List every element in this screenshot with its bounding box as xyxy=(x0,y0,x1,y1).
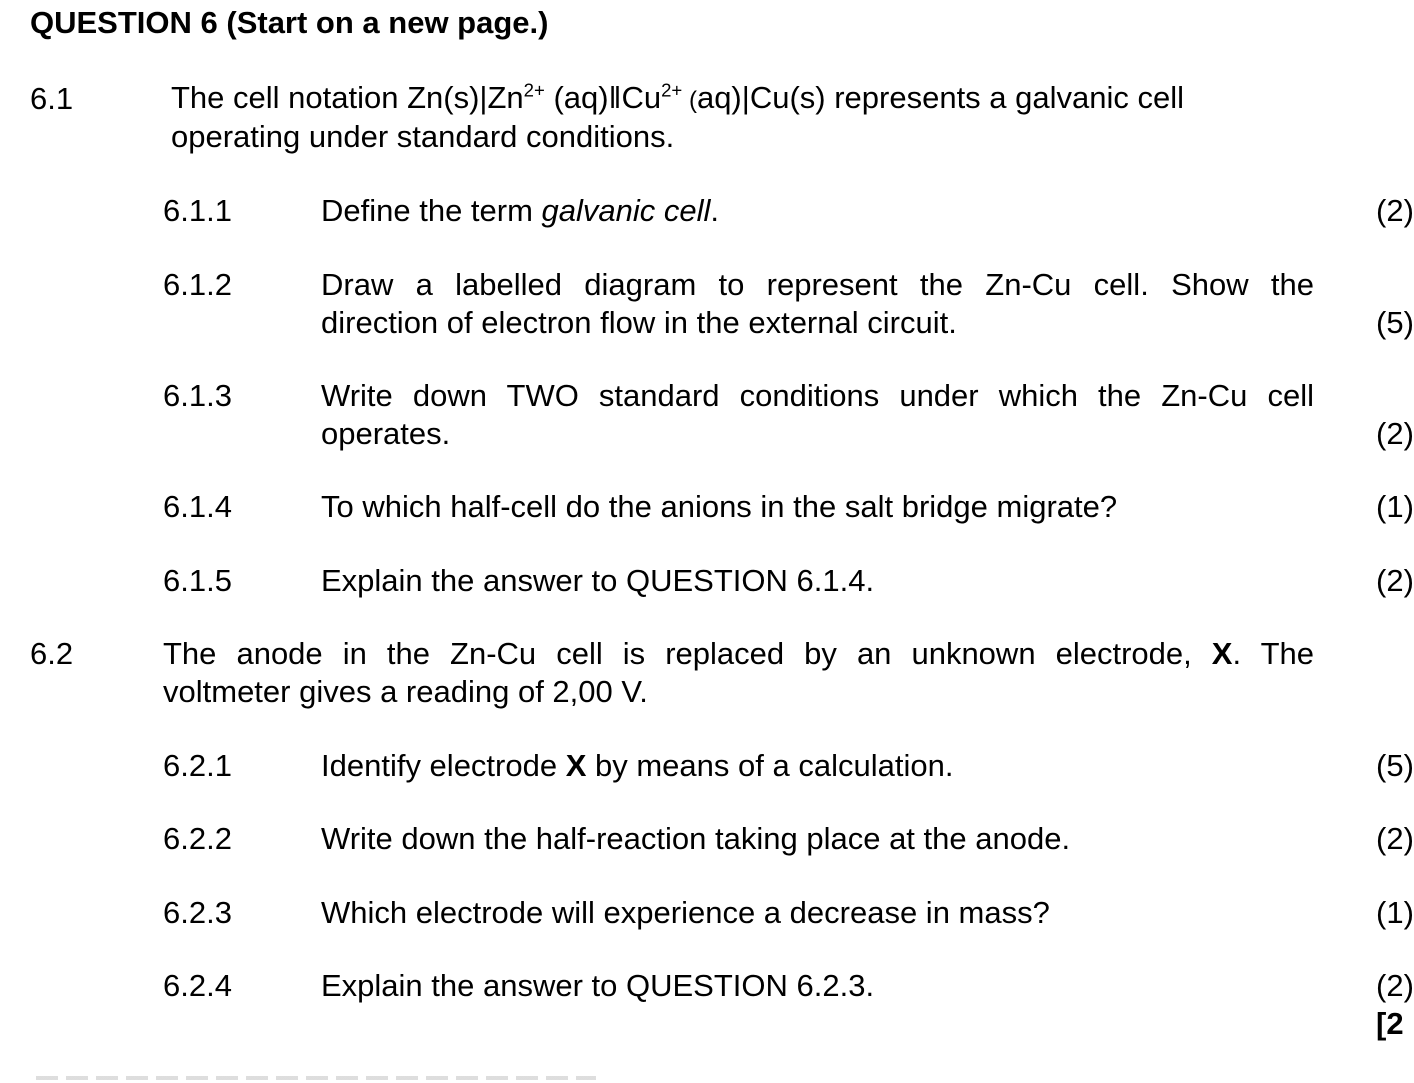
question-number-6-2-2: 6.2.2 xyxy=(163,821,232,856)
question-6-1-2-line1: Draw a labelled diagram to represent the Zn-Cu cell. Show the xyxy=(321,267,1314,302)
question-6-2-2-text: Write down the half-reaction taking place at the anode. xyxy=(321,821,1071,856)
marks-6-2-1: (5) xyxy=(1376,748,1414,783)
question-6-1-line2: operating under standard conditions. xyxy=(171,119,675,154)
question-6-2-1-text: Identify electrode X by means of a calculation. xyxy=(321,748,954,783)
marks-6-1-4: (1) xyxy=(1376,489,1414,524)
cell-notation: $Zn(s)|Zn^{2+}$ $(aq)‖Cu^{2+}$ (aq)|Cu(s) xyxy=(407,79,826,115)
question-6-1-line1: The cell notation $Zn(s)|Zn^{2+}$ $(aq)‖Cu^{2+}$ (aq)|Cu(s) represents a galvanic cell xyxy=(171,79,1185,115)
marks-6-1-5: (2) xyxy=(1376,563,1414,598)
question-number-6-1: 6.1 xyxy=(30,81,74,116)
question-number-6-2-1: 6.2.1 xyxy=(163,748,232,783)
question-number-6-1-4: 6.1.4 xyxy=(163,489,232,524)
question-number-6-2-3: 6.2.3 xyxy=(163,895,232,930)
question-6-1-5-text: Explain the answer to QUESTION 6.1.4. xyxy=(321,563,875,598)
footer-divider xyxy=(36,1076,596,1080)
question-6-2-4-text: Explain the answer to QUESTION 6.2.3. xyxy=(321,968,875,1003)
question-6-1-2-line2: direction of electron flow in the external circuit. xyxy=(321,305,957,340)
question-number-6-1-3: 6.1.3 xyxy=(163,378,232,413)
question-6-1-4-text: To which half-cell do the anions in the salt bridge migrate? xyxy=(321,489,1118,524)
question-number-6-1-2: 6.1.2 xyxy=(163,267,232,302)
marks-6-1-2: (5) xyxy=(1376,305,1414,340)
marks-6-1-3: (2) xyxy=(1376,416,1414,451)
question-number-6-1-1: 6.1.1 xyxy=(163,193,232,228)
marks-6-2-3: (1) xyxy=(1376,895,1414,930)
page-title: QUESTION 6 (Start on a new page.) xyxy=(30,5,549,40)
question-6-2-line1: The anode in the Zn-Cu cell is replaced by an unknown electrode, X. The xyxy=(163,636,1315,671)
marks-6-2-4: (2) xyxy=(1376,968,1414,1003)
question-6-1-1-text: Define the term galvanic cell. xyxy=(321,193,720,228)
question-6-1-3-line2: operates. xyxy=(321,416,451,451)
question-6-2-3-text: Which electrode will experience a decrease in mass? xyxy=(321,895,1050,930)
marks-6-1-1: (2) xyxy=(1376,193,1414,228)
question-number-6-1-5: 6.1.5 xyxy=(163,563,232,598)
question-total: [2 xyxy=(1376,1006,1404,1041)
question-number-6-2: 6.2 xyxy=(30,636,74,671)
question-6-1-3-line1: Write down TWO standard conditions under which the Zn-Cu cell xyxy=(321,378,1314,413)
question-number-6-2-4: 6.2.4 xyxy=(163,968,232,1003)
question-6-2-line2: voltmeter gives a reading of 2,00 V. xyxy=(163,674,648,709)
marks-6-2-2: (2) xyxy=(1376,821,1414,856)
